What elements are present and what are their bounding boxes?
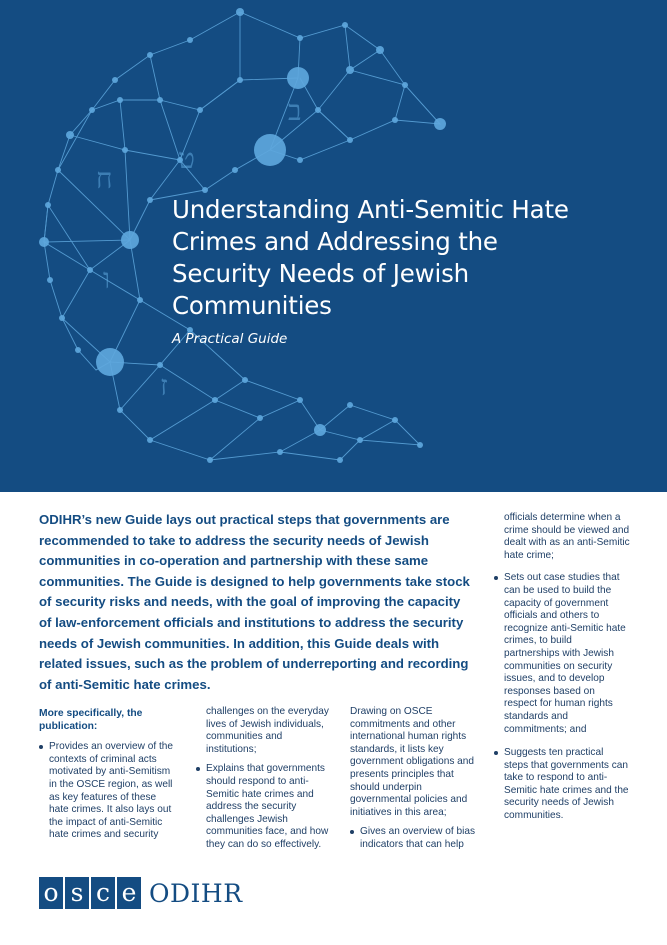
hebrew-letter-zayin: ז <box>160 369 168 402</box>
list-item: Explains that governments should respond to anti-Semitic hate crimes and address the security challenges Jewish communities face, and how they can do so effectively. <box>196 763 329 851</box>
column-2 <box>196 706 329 859</box>
page-subtitle: A Practical Guide <box>172 331 288 347</box>
osce-logo-mark <box>39 877 143 909</box>
logo-letter: e <box>117 877 141 909</box>
logo-letter: o <box>39 877 63 909</box>
logo-letter: s <box>65 877 89 909</box>
list-item-continuation: challenges on the everyday lives of Jewish individuals, communities and institutions; <box>206 706 329 755</box>
page-title: Understanding Anti-Semitic Hate Crimes and Addressing the Security Needs of Jewish Communities <box>172 195 569 320</box>
column-3 <box>350 706 476 859</box>
list-item: Provides an overview of the contexts of criminal acts motivated by anti-Semitism in the OSCE region, as well as key features of these hate crimes. It also lays out the impact of anti-Semitic hate crimes and security <box>39 741 175 842</box>
list-item-continuation: officials determine when a crime should be viewed and dealt with as an anti-Semitic hate crime; <box>504 512 630 561</box>
hebrew-letter-bet: ב <box>288 94 302 127</box>
list-item: Gives an overview of bias indicators that can help <box>350 826 476 851</box>
osce-odihr-logo <box>39 877 243 909</box>
hebrew-letter-vav: ו <box>103 262 111 295</box>
list-item-continuation: Drawing on OSCE commitments and other international human rights standards, it lists key government obligations and presents principles that should underpin governmental policies and initiatives in this area; <box>350 706 475 818</box>
publication-heading: More specifically, the publication: <box>39 708 143 732</box>
column-1 <box>39 708 175 849</box>
odihr-logo-text: ODIHR <box>149 878 243 908</box>
lead-paragraph: ODIHR’s new Guide lays out practical steps that governments are recommended to take to address the security needs of Jewish communities in co-operation and partnership with these same communities. The Guide is designed to help governments take stock of security risks and needs, with the goal of improving the capacity of law-enforcement officials and institutions to address the security needs of Jewish communities. In addition, this Guide deals with related issues, such as the problem of underreporting and recording of anti-Semitic hate crimes. <box>39 512 470 692</box>
hebrew-letter-tet: ט <box>178 142 195 175</box>
logo-letter: c <box>91 877 115 909</box>
list-item: Suggests ten practical steps that governments can take to respond to anti-Semitic hate crimes and the security needs of Jewish communities. <box>494 747 630 823</box>
list-item: Sets out case studies that can be used to build the capacity of government officials and others to recognize anti-Semitic hate crimes, to build partnerships with Jewish communities on security issues, and to develop responses based on respect for human rights standards and commitments; and <box>494 572 630 736</box>
hebrew-letter-het: ח <box>96 162 113 195</box>
column-4 <box>494 512 630 830</box>
